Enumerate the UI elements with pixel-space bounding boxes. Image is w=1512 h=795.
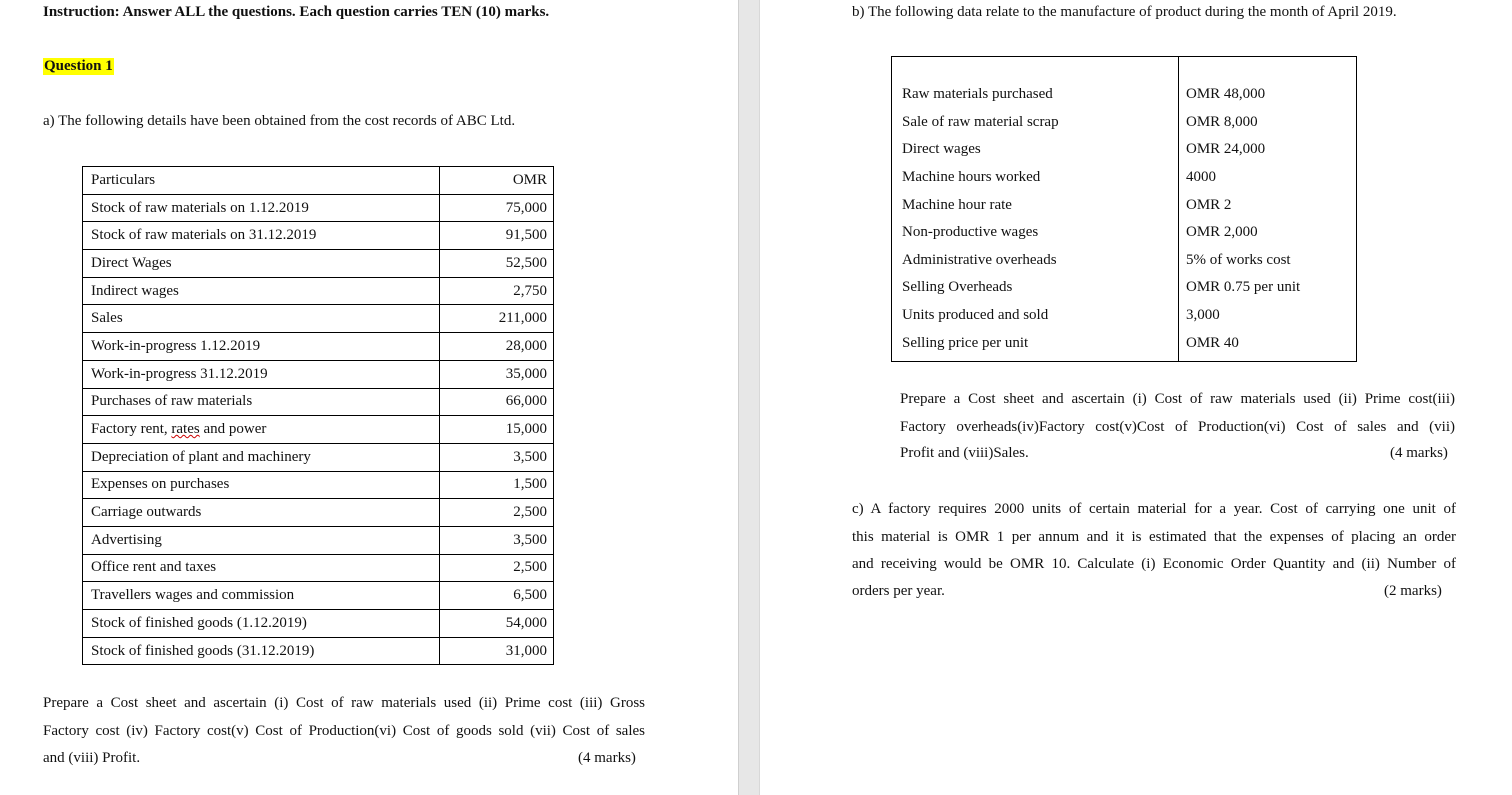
table-row <box>892 191 1357 219</box>
row-label: Factory rent, rates and power <box>83 416 440 444</box>
table-row <box>83 637 554 665</box>
item-value: 3,000 <box>1179 302 1357 330</box>
table-row <box>83 250 554 278</box>
part-a-prepare-text <box>43 690 645 745</box>
part-b-prepare-line-2: Factory overheads(iv)Factory cost(v)Cost of Production(vi) Cost of sales and (vii) <box>900 418 1455 435</box>
row-label: Direct Wages <box>83 250 440 278</box>
particulars-table <box>82 166 554 665</box>
table-row <box>83 194 554 222</box>
part-a-marks: (4 marks) <box>578 750 636 766</box>
item-label: Sale of raw material scrap <box>892 109 1179 137</box>
header-particulars: Particulars <box>83 167 440 195</box>
row-value: 2,500 <box>440 554 554 582</box>
row-label: Depreciation of plant and machinery <box>83 443 440 471</box>
manufacture-data-table <box>891 56 1357 362</box>
part-b-marks: (4 marks) <box>1390 445 1448 461</box>
table-row <box>83 499 554 527</box>
part-a-prepare-line-3: and (viii) Profit. <box>43 750 141 766</box>
right-page <box>760 0 1512 795</box>
row-label: Carriage outwards <box>83 499 440 527</box>
row-value: 1,500 <box>440 471 554 499</box>
part-c-line-2: this material is OMR 1 per annum and it is estimated that the expenses of placing an order <box>852 528 1456 545</box>
row-label: Stock of raw materials on 1.12.2019 <box>83 194 440 222</box>
row-value: 31,000 <box>440 637 554 665</box>
item-value: OMR 8,000 <box>1179 109 1357 137</box>
item-label: Machine hour rate <box>892 191 1179 219</box>
row-value: 28,000 <box>440 333 554 361</box>
table-row <box>892 164 1357 192</box>
part-b-prepare-text <box>900 386 1455 441</box>
left-page <box>0 0 738 795</box>
table-row <box>83 416 554 444</box>
table-row <box>892 302 1357 330</box>
row-label: Office rent and taxes <box>83 554 440 582</box>
row-value: 3,500 <box>440 443 554 471</box>
table-row <box>892 57 1357 109</box>
table-row <box>892 136 1357 164</box>
row-value: 211,000 <box>440 305 554 333</box>
row-label: Indirect wages <box>83 277 440 305</box>
item-label: Raw materials purchased <box>892 57 1179 109</box>
table-row <box>83 526 554 554</box>
part-b-prepare-line-3: Profit and (viii)Sales. <box>900 445 1029 461</box>
table-row <box>83 333 554 361</box>
table-header-row <box>83 167 554 195</box>
table-row <box>83 582 554 610</box>
item-value: OMR 2 <box>1179 191 1357 219</box>
row-value: 3,500 <box>440 526 554 554</box>
row-label: Advertising <box>83 526 440 554</box>
table-row <box>83 388 554 416</box>
table-row <box>83 305 554 333</box>
row-label: Travellers wages and commission <box>83 582 440 610</box>
row-label: Sales <box>83 305 440 333</box>
row-label: Stock of finished goods (31.12.2019) <box>83 637 440 665</box>
item-value: OMR 40 <box>1179 329 1357 361</box>
item-label: Non-productive wages <box>892 219 1179 247</box>
page-gutter <box>738 0 760 795</box>
row-value: 52,500 <box>440 250 554 278</box>
part-c-line-3: and receiving would be OMR 10. Calculate (i) Economic Order Quantity and (ii) Number of <box>852 556 1456 572</box>
table-row <box>83 610 554 638</box>
item-label: Selling Overheads <box>892 274 1179 302</box>
item-label: Direct wages <box>892 136 1179 164</box>
table-row <box>892 274 1357 302</box>
spellcheck-word: rates <box>171 421 200 438</box>
row-value: 6,500 <box>440 582 554 610</box>
instruction-heading: Instruction: Answer ALL the questions. Each question carries TEN (10) marks. <box>43 4 550 20</box>
row-value: 75,000 <box>440 194 554 222</box>
item-value: 5% of works cost <box>1179 247 1357 275</box>
part-a-prepare-line-1: Prepare a Cost sheet and ascertain (i) Cost of raw materials used (ii) Prime cost (iii) Gross <box>43 695 645 711</box>
row-label: Work-in-progress 31.12.2019 <box>83 360 440 388</box>
table-row <box>83 360 554 388</box>
row-value: 66,000 <box>440 388 554 416</box>
row-label: Work-in-progress 1.12.2019 <box>83 333 440 361</box>
item-value: OMR 2,000 <box>1179 219 1357 247</box>
row-value: 54,000 <box>440 610 554 638</box>
part-c-line-4: orders per year. <box>852 583 945 599</box>
item-value: OMR 48,000 <box>1179 57 1357 109</box>
table-row <box>892 219 1357 247</box>
row-label: Stock of raw materials on 31.12.2019 <box>83 222 440 250</box>
row-value: 15,000 <box>440 416 554 444</box>
part-a-prepare-line-2: Factory cost (iv) Factory cost(v) Cost of Production(vi) Cost of goods sold (vii) Cost of sales <box>43 722 645 739</box>
row-value: 2,750 <box>440 277 554 305</box>
row-value: 2,500 <box>440 499 554 527</box>
item-value: 4000 <box>1179 164 1357 192</box>
item-label: Administrative overheads <box>892 247 1179 275</box>
row-label: Expenses on purchases <box>83 471 440 499</box>
header-omr: OMR <box>440 167 554 195</box>
table-row <box>83 471 554 499</box>
part-c-line-1: c) A factory requires 2000 units of certain material for a year. Cost of carrying one unit of <box>852 501 1456 517</box>
row-value: 91,500 <box>440 222 554 250</box>
table-row <box>892 247 1357 275</box>
row-label: Stock of finished goods (1.12.2019) <box>83 610 440 638</box>
item-label: Units produced and sold <box>892 302 1179 330</box>
table-row <box>83 554 554 582</box>
table-row <box>83 277 554 305</box>
row-label: Purchases of raw materials <box>83 388 440 416</box>
item-value: OMR 24,000 <box>1179 136 1357 164</box>
part-c-text <box>852 496 1456 579</box>
part-a-intro: a) The following details have been obtained from the cost records of ABC Ltd. <box>43 113 516 129</box>
question-1-title: Question 1 <box>44 58 113 74</box>
part-c-marks: (2 marks) <box>1384 583 1442 599</box>
part-b-prepare-line-1: Prepare a Cost sheet and ascertain (i) Cost of raw materials used (ii) Prime cost(iii) <box>900 391 1455 407</box>
part-b-intro: b) The following data relate to the manufacture of product during the month of April 2019. <box>852 4 1397 20</box>
row-value: 35,000 <box>440 360 554 388</box>
table-row <box>892 329 1357 361</box>
item-label: Machine hours worked <box>892 164 1179 192</box>
table-row <box>892 109 1357 137</box>
table-row <box>83 443 554 471</box>
table-row <box>83 222 554 250</box>
item-value: OMR 0.75 per unit <box>1179 274 1357 302</box>
item-label: Selling price per unit <box>892 329 1179 361</box>
